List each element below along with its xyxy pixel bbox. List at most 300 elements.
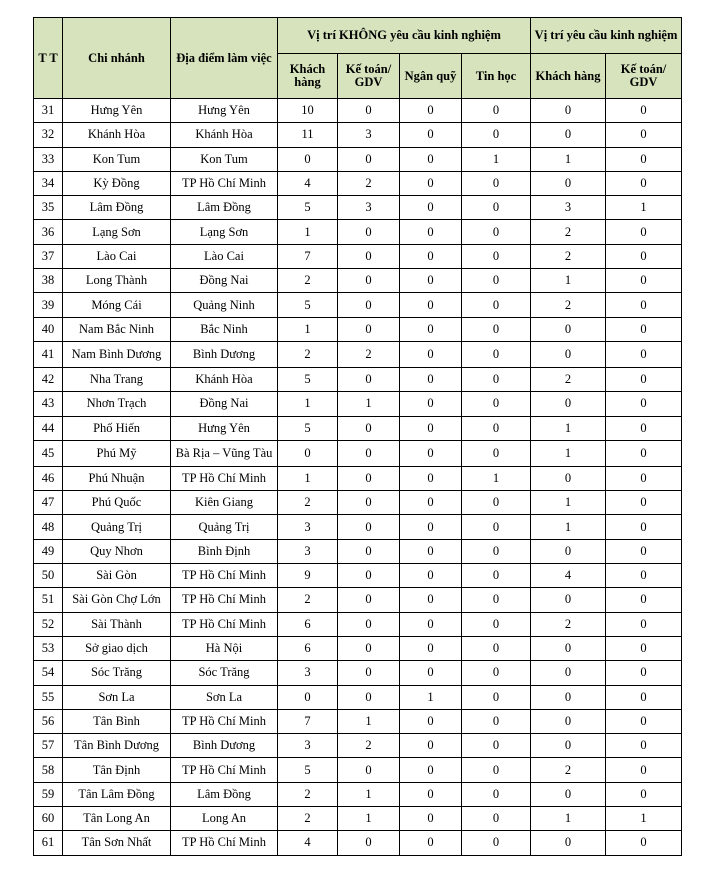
cell-branch: Sài Thành bbox=[63, 612, 171, 636]
cell-no-exp-customer: 11 bbox=[278, 123, 338, 147]
cell-tt: 59 bbox=[34, 782, 63, 806]
cell-tt: 41 bbox=[34, 341, 63, 367]
cell-exp-customer: 0 bbox=[531, 636, 606, 660]
table-row bbox=[34, 341, 682, 367]
cell-exp-accounting: 0 bbox=[606, 612, 682, 636]
cell-no-exp-treasury: 0 bbox=[400, 661, 462, 685]
cell-exp-accounting: 0 bbox=[606, 709, 682, 733]
table-row bbox=[34, 269, 682, 293]
cell-no-exp-accounting: 0 bbox=[338, 661, 400, 685]
cell-no-exp-it: 0 bbox=[462, 171, 531, 195]
table-row bbox=[34, 709, 682, 733]
cell-exp-customer: 0 bbox=[531, 734, 606, 758]
cell-tt: 54 bbox=[34, 661, 63, 685]
cell-tt: 49 bbox=[34, 539, 63, 563]
cell-no-exp-treasury: 0 bbox=[400, 269, 462, 293]
cell-no-exp-customer: 2 bbox=[278, 269, 338, 293]
cell-exp-accounting: 0 bbox=[606, 293, 682, 317]
cell-no-exp-it: 0 bbox=[462, 636, 531, 660]
table-row bbox=[34, 293, 682, 317]
cell-exp-customer: 1 bbox=[531, 440, 606, 466]
cell-no-exp-treasury: 0 bbox=[400, 466, 462, 490]
cell-branch: Lạng Sơn bbox=[63, 220, 171, 244]
cell-no-exp-treasury: 0 bbox=[400, 734, 462, 758]
table-row bbox=[34, 782, 682, 806]
table-row bbox=[34, 734, 682, 758]
cell-no-exp-accounting: 0 bbox=[338, 685, 400, 709]
cell-no-exp-customer: 0 bbox=[278, 440, 338, 466]
cell-no-exp-it: 0 bbox=[462, 293, 531, 317]
table-row bbox=[34, 661, 682, 685]
header-experience-group: Vị trí yêu cầu kinh nghiệm bbox=[531, 18, 682, 54]
cell-no-exp-customer: 3 bbox=[278, 734, 338, 758]
cell-exp-accounting: 0 bbox=[606, 782, 682, 806]
cell-tt: 31 bbox=[34, 99, 63, 123]
cell-no-exp-it: 0 bbox=[462, 564, 531, 588]
cell-tt: 58 bbox=[34, 758, 63, 782]
cell-branch: Sài Gòn bbox=[63, 564, 171, 588]
cell-no-exp-treasury: 0 bbox=[400, 758, 462, 782]
cell-no-exp-it: 0 bbox=[462, 392, 531, 416]
cell-no-exp-customer: 4 bbox=[278, 171, 338, 195]
cell-branch: Khánh Hòa bbox=[63, 123, 171, 147]
cell-no-exp-it: 0 bbox=[462, 220, 531, 244]
cell-location: Bà Rịa – Vũng Tàu bbox=[171, 440, 278, 466]
table-body bbox=[34, 99, 682, 856]
cell-branch: Nha Trang bbox=[63, 367, 171, 391]
cell-branch: Sài Gòn Chợ Lớn bbox=[63, 588, 171, 612]
cell-exp-customer: 3 bbox=[531, 196, 606, 220]
cell-branch: Quy Nhơn bbox=[63, 539, 171, 563]
cell-exp-accounting: 0 bbox=[606, 244, 682, 268]
cell-exp-accounting: 0 bbox=[606, 661, 682, 685]
cell-no-exp-treasury: 0 bbox=[400, 807, 462, 831]
cell-exp-accounting: 0 bbox=[606, 831, 682, 855]
cell-no-exp-treasury: 0 bbox=[400, 244, 462, 268]
table-row bbox=[34, 99, 682, 123]
cell-exp-accounting: 0 bbox=[606, 440, 682, 466]
cell-no-exp-customer: 7 bbox=[278, 244, 338, 268]
cell-no-exp-customer: 4 bbox=[278, 831, 338, 855]
cell-exp-accounting: 0 bbox=[606, 466, 682, 490]
table-row bbox=[34, 367, 682, 391]
cell-no-exp-accounting: 0 bbox=[338, 440, 400, 466]
header-exp-customer: Khách hàng bbox=[531, 54, 606, 99]
cell-no-exp-it: 0 bbox=[462, 367, 531, 391]
cell-exp-accounting: 0 bbox=[606, 269, 682, 293]
cell-branch: Tân Bình bbox=[63, 709, 171, 733]
cell-location: Bình Định bbox=[171, 539, 278, 563]
cell-exp-customer: 1 bbox=[531, 147, 606, 171]
cell-tt: 50 bbox=[34, 564, 63, 588]
cell-no-exp-customer: 5 bbox=[278, 758, 338, 782]
cell-no-exp-customer: 3 bbox=[278, 539, 338, 563]
cell-exp-accounting: 0 bbox=[606, 564, 682, 588]
cell-location: Bình Dương bbox=[171, 341, 278, 367]
cell-no-exp-it: 0 bbox=[462, 831, 531, 855]
cell-no-exp-accounting: 0 bbox=[338, 636, 400, 660]
cell-exp-customer: 0 bbox=[531, 171, 606, 195]
table-row bbox=[34, 491, 682, 515]
cell-no-exp-customer: 1 bbox=[278, 220, 338, 244]
cell-tt: 42 bbox=[34, 367, 63, 391]
cell-exp-customer: 0 bbox=[531, 341, 606, 367]
cell-exp-customer: 4 bbox=[531, 564, 606, 588]
cell-location: TP Hồ Chí Minh bbox=[171, 758, 278, 782]
cell-exp-accounting: 0 bbox=[606, 515, 682, 539]
cell-no-exp-accounting: 0 bbox=[338, 515, 400, 539]
recruitment-table bbox=[33, 17, 682, 856]
table-row bbox=[34, 758, 682, 782]
cell-tt: 57 bbox=[34, 734, 63, 758]
table-row bbox=[34, 196, 682, 220]
table-header bbox=[34, 18, 682, 99]
cell-tt: 45 bbox=[34, 440, 63, 466]
cell-exp-customer: 0 bbox=[531, 466, 606, 490]
cell-tt: 44 bbox=[34, 416, 63, 440]
cell-branch: Sở giao dịch bbox=[63, 636, 171, 660]
cell-exp-accounting: 0 bbox=[606, 734, 682, 758]
cell-location: TP Hồ Chí Minh bbox=[171, 588, 278, 612]
cell-no-exp-customer: 2 bbox=[278, 341, 338, 367]
cell-branch: Tân Sơn Nhất bbox=[63, 831, 171, 855]
cell-no-exp-customer: 6 bbox=[278, 636, 338, 660]
table-row bbox=[34, 466, 682, 490]
cell-no-exp-treasury: 0 bbox=[400, 293, 462, 317]
table-row bbox=[34, 612, 682, 636]
cell-location: TP Hồ Chí Minh bbox=[171, 612, 278, 636]
cell-no-exp-treasury: 0 bbox=[400, 564, 462, 588]
cell-no-exp-accounting: 0 bbox=[338, 367, 400, 391]
cell-no-exp-accounting: 3 bbox=[338, 123, 400, 147]
cell-location: Quảng Ninh bbox=[171, 293, 278, 317]
cell-no-exp-treasury: 0 bbox=[400, 588, 462, 612]
cell-exp-accounting: 1 bbox=[606, 807, 682, 831]
cell-branch: Tân Bình Dương bbox=[63, 734, 171, 758]
cell-exp-customer: 0 bbox=[531, 661, 606, 685]
cell-no-exp-treasury: 0 bbox=[400, 392, 462, 416]
header-tt: T T bbox=[34, 18, 63, 99]
cell-exp-customer: 0 bbox=[531, 99, 606, 123]
cell-no-exp-it: 0 bbox=[462, 709, 531, 733]
cell-no-exp-customer: 2 bbox=[278, 782, 338, 806]
cell-tt: 34 bbox=[34, 171, 63, 195]
cell-branch: Tân Lâm Đồng bbox=[63, 782, 171, 806]
cell-location: Khánh Hòa bbox=[171, 367, 278, 391]
cell-no-exp-accounting: 0 bbox=[338, 491, 400, 515]
table-row bbox=[34, 123, 682, 147]
table-row bbox=[34, 171, 682, 195]
cell-location: TP Hồ Chí Minh bbox=[171, 564, 278, 588]
cell-no-exp-customer: 5 bbox=[278, 293, 338, 317]
cell-no-exp-it: 0 bbox=[462, 341, 531, 367]
cell-branch: Phú Nhuận bbox=[63, 466, 171, 490]
cell-no-exp-accounting: 2 bbox=[338, 734, 400, 758]
cell-no-exp-accounting: 0 bbox=[338, 147, 400, 171]
cell-exp-accounting: 0 bbox=[606, 491, 682, 515]
cell-no-exp-treasury: 0 bbox=[400, 440, 462, 466]
cell-no-exp-accounting: 0 bbox=[338, 317, 400, 341]
cell-exp-customer: 0 bbox=[531, 685, 606, 709]
cell-tt: 56 bbox=[34, 709, 63, 733]
cell-no-exp-accounting: 0 bbox=[338, 416, 400, 440]
cell-no-exp-accounting: 1 bbox=[338, 807, 400, 831]
cell-no-exp-treasury: 0 bbox=[400, 782, 462, 806]
cell-no-exp-treasury: 0 bbox=[400, 515, 462, 539]
cell-no-exp-customer: 2 bbox=[278, 807, 338, 831]
table-row bbox=[34, 416, 682, 440]
cell-branch: Quảng Trị bbox=[63, 515, 171, 539]
cell-tt: 40 bbox=[34, 317, 63, 341]
cell-no-exp-accounting: 0 bbox=[338, 831, 400, 855]
cell-location: Đồng Nai bbox=[171, 269, 278, 293]
cell-exp-customer: 2 bbox=[531, 293, 606, 317]
table-row bbox=[34, 244, 682, 268]
cell-exp-customer: 1 bbox=[531, 416, 606, 440]
cell-exp-customer: 1 bbox=[531, 515, 606, 539]
cell-no-exp-treasury: 0 bbox=[400, 709, 462, 733]
cell-branch: Móng Cái bbox=[63, 293, 171, 317]
header-no-exp-treasury: Ngân quỹ bbox=[400, 54, 462, 99]
cell-location: Kiên Giang bbox=[171, 491, 278, 515]
cell-location: Sóc Trăng bbox=[171, 661, 278, 685]
cell-no-exp-accounting: 0 bbox=[338, 564, 400, 588]
cell-no-exp-treasury: 0 bbox=[400, 341, 462, 367]
cell-no-exp-customer: 2 bbox=[278, 491, 338, 515]
cell-no-exp-treasury: 0 bbox=[400, 636, 462, 660]
cell-location: Sơn La bbox=[171, 685, 278, 709]
cell-location: Lâm Đồng bbox=[171, 782, 278, 806]
cell-location: Hưng Yên bbox=[171, 99, 278, 123]
cell-no-exp-accounting: 0 bbox=[338, 99, 400, 123]
cell-no-exp-it: 0 bbox=[462, 807, 531, 831]
cell-tt: 38 bbox=[34, 269, 63, 293]
cell-no-exp-it: 0 bbox=[462, 539, 531, 563]
cell-no-exp-customer: 1 bbox=[278, 392, 338, 416]
cell-location: Quảng Trị bbox=[171, 515, 278, 539]
cell-no-exp-treasury: 0 bbox=[400, 539, 462, 563]
cell-no-exp-customer: 1 bbox=[278, 466, 338, 490]
cell-branch: Long Thành bbox=[63, 269, 171, 293]
cell-location: Lào Cai bbox=[171, 244, 278, 268]
cell-exp-accounting: 0 bbox=[606, 147, 682, 171]
cell-no-exp-accounting: 0 bbox=[338, 220, 400, 244]
header-no-experience-group: Vị trí KHÔNG yêu cầu kinh nghiệm bbox=[278, 18, 531, 54]
cell-tt: 53 bbox=[34, 636, 63, 660]
cell-tt: 61 bbox=[34, 831, 63, 855]
cell-branch: Kỳ Đồng bbox=[63, 171, 171, 195]
cell-tt: 48 bbox=[34, 515, 63, 539]
cell-no-exp-it: 0 bbox=[462, 196, 531, 220]
cell-no-exp-it: 1 bbox=[462, 466, 531, 490]
cell-no-exp-treasury: 0 bbox=[400, 612, 462, 636]
cell-location: Hà Nội bbox=[171, 636, 278, 660]
cell-location: Khánh Hòa bbox=[171, 123, 278, 147]
cell-exp-customer: 0 bbox=[531, 539, 606, 563]
cell-no-exp-customer: 6 bbox=[278, 612, 338, 636]
cell-no-exp-it: 0 bbox=[462, 734, 531, 758]
cell-no-exp-accounting: 0 bbox=[338, 244, 400, 268]
cell-no-exp-treasury: 0 bbox=[400, 171, 462, 195]
cell-location: Đồng Nai bbox=[171, 392, 278, 416]
cell-location: TP Hồ Chí Minh bbox=[171, 831, 278, 855]
cell-no-exp-accounting: 0 bbox=[338, 758, 400, 782]
cell-no-exp-accounting: 2 bbox=[338, 171, 400, 195]
header-branch: Chi nhánh bbox=[63, 18, 171, 99]
cell-no-exp-treasury: 1 bbox=[400, 685, 462, 709]
cell-exp-customer: 2 bbox=[531, 612, 606, 636]
cell-no-exp-treasury: 0 bbox=[400, 317, 462, 341]
cell-branch: Nam Bình Dương bbox=[63, 341, 171, 367]
table-row bbox=[34, 539, 682, 563]
cell-no-exp-it: 1 bbox=[462, 147, 531, 171]
cell-no-exp-it: 0 bbox=[462, 515, 531, 539]
cell-no-exp-it: 0 bbox=[462, 269, 531, 293]
cell-exp-customer: 2 bbox=[531, 367, 606, 391]
recruitment-table-container bbox=[33, 17, 681, 856]
cell-no-exp-accounting: 1 bbox=[338, 782, 400, 806]
table-row bbox=[34, 564, 682, 588]
cell-no-exp-it: 0 bbox=[462, 99, 531, 123]
cell-exp-customer: 2 bbox=[531, 758, 606, 782]
cell-branch: Tân Long An bbox=[63, 807, 171, 831]
cell-exp-accounting: 0 bbox=[606, 636, 682, 660]
cell-exp-customer: 0 bbox=[531, 831, 606, 855]
cell-no-exp-accounting: 1 bbox=[338, 392, 400, 416]
cell-location: Lâm Đồng bbox=[171, 196, 278, 220]
cell-exp-customer: 0 bbox=[531, 392, 606, 416]
cell-location: Long An bbox=[171, 807, 278, 831]
table-row bbox=[34, 515, 682, 539]
cell-no-exp-accounting: 0 bbox=[338, 588, 400, 612]
cell-no-exp-accounting: 0 bbox=[338, 539, 400, 563]
cell-branch: Lâm Đồng bbox=[63, 196, 171, 220]
cell-no-exp-it: 0 bbox=[462, 440, 531, 466]
cell-no-exp-treasury: 0 bbox=[400, 99, 462, 123]
table-row bbox=[34, 831, 682, 855]
table-row bbox=[34, 317, 682, 341]
cell-exp-accounting: 0 bbox=[606, 341, 682, 367]
cell-no-exp-it: 0 bbox=[462, 588, 531, 612]
cell-no-exp-customer: 3 bbox=[278, 515, 338, 539]
header-location: Địa điểm làm việc bbox=[171, 18, 278, 99]
cell-exp-accounting: 0 bbox=[606, 220, 682, 244]
cell-no-exp-accounting: 0 bbox=[338, 612, 400, 636]
header-exp-accounting: Kế toán/ GDV bbox=[606, 54, 682, 99]
cell-branch: Tân Định bbox=[63, 758, 171, 782]
cell-no-exp-treasury: 0 bbox=[400, 367, 462, 391]
cell-no-exp-treasury: 0 bbox=[400, 123, 462, 147]
cell-branch: Hưng Yên bbox=[63, 99, 171, 123]
cell-no-exp-it: 0 bbox=[462, 491, 531, 515]
cell-tt: 37 bbox=[34, 244, 63, 268]
cell-exp-customer: 1 bbox=[531, 269, 606, 293]
header-no-exp-accounting: Kế toán/ GDV bbox=[338, 54, 400, 99]
cell-exp-accounting: 0 bbox=[606, 539, 682, 563]
cell-exp-customer: 1 bbox=[531, 491, 606, 515]
cell-tt: 32 bbox=[34, 123, 63, 147]
cell-no-exp-accounting: 3 bbox=[338, 196, 400, 220]
table-row bbox=[34, 392, 682, 416]
cell-tt: 33 bbox=[34, 147, 63, 171]
cell-no-exp-treasury: 0 bbox=[400, 491, 462, 515]
table-row bbox=[34, 685, 682, 709]
cell-exp-customer: 0 bbox=[531, 588, 606, 612]
cell-tt: 35 bbox=[34, 196, 63, 220]
cell-tt: 51 bbox=[34, 588, 63, 612]
cell-tt: 60 bbox=[34, 807, 63, 831]
cell-exp-accounting: 0 bbox=[606, 171, 682, 195]
cell-exp-accounting: 0 bbox=[606, 758, 682, 782]
header-no-exp-customer: Khách hàng bbox=[278, 54, 338, 99]
cell-no-exp-accounting: 0 bbox=[338, 269, 400, 293]
cell-no-exp-treasury: 0 bbox=[400, 831, 462, 855]
cell-exp-accounting: 0 bbox=[606, 416, 682, 440]
cell-no-exp-it: 0 bbox=[462, 782, 531, 806]
cell-location: TP Hồ Chí Minh bbox=[171, 709, 278, 733]
cell-exp-accounting: 0 bbox=[606, 99, 682, 123]
cell-no-exp-it: 0 bbox=[462, 317, 531, 341]
cell-no-exp-treasury: 0 bbox=[400, 196, 462, 220]
cell-no-exp-it: 0 bbox=[462, 758, 531, 782]
cell-no-exp-treasury: 0 bbox=[400, 147, 462, 171]
cell-exp-customer: 0 bbox=[531, 123, 606, 147]
cell-location: Bình Dương bbox=[171, 734, 278, 758]
cell-exp-accounting: 0 bbox=[606, 123, 682, 147]
cell-tt: 47 bbox=[34, 491, 63, 515]
cell-no-exp-it: 0 bbox=[462, 685, 531, 709]
cell-tt: 36 bbox=[34, 220, 63, 244]
table-row bbox=[34, 636, 682, 660]
cell-exp-accounting: 0 bbox=[606, 588, 682, 612]
cell-tt: 39 bbox=[34, 293, 63, 317]
cell-location: Bắc Ninh bbox=[171, 317, 278, 341]
cell-exp-accounting: 0 bbox=[606, 317, 682, 341]
cell-location: Hưng Yên bbox=[171, 416, 278, 440]
cell-no-exp-customer: 7 bbox=[278, 709, 338, 733]
cell-no-exp-customer: 10 bbox=[278, 99, 338, 123]
cell-no-exp-it: 0 bbox=[462, 612, 531, 636]
cell-no-exp-accounting: 2 bbox=[338, 341, 400, 367]
cell-no-exp-it: 0 bbox=[462, 661, 531, 685]
cell-no-exp-customer: 0 bbox=[278, 685, 338, 709]
cell-tt: 52 bbox=[34, 612, 63, 636]
cell-exp-customer: 0 bbox=[531, 709, 606, 733]
cell-no-exp-customer: 3 bbox=[278, 661, 338, 685]
cell-no-exp-customer: 0 bbox=[278, 147, 338, 171]
cell-no-exp-treasury: 0 bbox=[400, 416, 462, 440]
cell-branch: Sóc Trăng bbox=[63, 661, 171, 685]
table-row bbox=[34, 588, 682, 612]
cell-branch: Nhơn Trạch bbox=[63, 392, 171, 416]
cell-no-exp-it: 0 bbox=[462, 244, 531, 268]
header-no-exp-it: Tin học bbox=[462, 54, 531, 99]
cell-exp-customer: 0 bbox=[531, 782, 606, 806]
cell-branch: Sơn La bbox=[63, 685, 171, 709]
cell-exp-customer: 0 bbox=[531, 317, 606, 341]
cell-exp-customer: 2 bbox=[531, 220, 606, 244]
cell-branch: Phú Quốc bbox=[63, 491, 171, 515]
cell-branch: Lào Cai bbox=[63, 244, 171, 268]
cell-exp-accounting: 0 bbox=[606, 685, 682, 709]
cell-no-exp-it: 0 bbox=[462, 123, 531, 147]
cell-branch: Phú Mỹ bbox=[63, 440, 171, 466]
cell-branch: Phố Hiến bbox=[63, 416, 171, 440]
cell-no-exp-accounting: 0 bbox=[338, 466, 400, 490]
cell-no-exp-customer: 5 bbox=[278, 367, 338, 391]
cell-branch: Kon Tum bbox=[63, 147, 171, 171]
table-row bbox=[34, 147, 682, 171]
